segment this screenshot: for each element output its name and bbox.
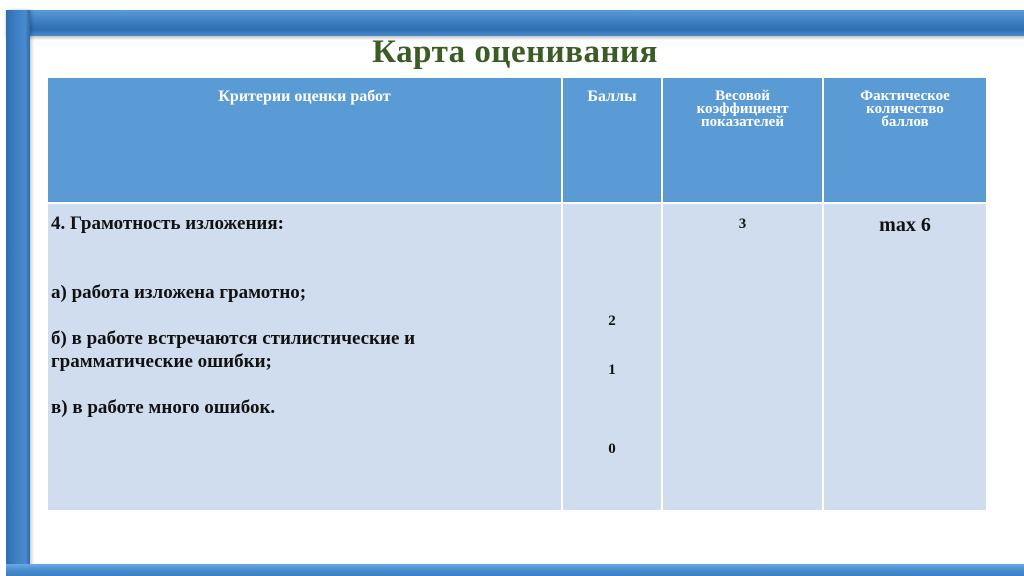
table-header-row xyxy=(47,77,987,203)
weight-cell xyxy=(662,203,823,511)
header-weight: Весовой коэффициент показателей xyxy=(662,77,823,203)
criterion-item-c: в) в работе много ошибок. xyxy=(51,397,276,418)
criterion-title: 4. Грамотность изложения: xyxy=(51,213,284,234)
assessment-table xyxy=(46,76,988,512)
slide-frame-bottom xyxy=(6,564,1024,576)
weight-value: 3 xyxy=(738,216,747,232)
points-value-c: 0 xyxy=(608,441,616,457)
points-value-b: 1 xyxy=(608,362,616,378)
points-cell xyxy=(562,203,662,511)
actual-points-cell xyxy=(823,203,987,511)
slide-frame-left xyxy=(6,10,30,574)
header-criteria: Критерии оценки работ xyxy=(47,77,562,203)
header-points: Баллы xyxy=(562,77,662,203)
header-actual-points: Фактическое количество баллов xyxy=(823,77,987,203)
points-value-a: 2 xyxy=(608,313,616,329)
criterion-item-a: а) работа изложена грамотно; xyxy=(51,282,307,303)
table-row xyxy=(47,203,987,511)
criteria-cell xyxy=(47,203,562,511)
actual-points-value: max 6 xyxy=(879,214,931,236)
criterion-item-b: б) в работе встречаются стилистические и грамматические ошибки; xyxy=(51,328,416,372)
slide-title: Карта оценивания xyxy=(372,34,658,70)
